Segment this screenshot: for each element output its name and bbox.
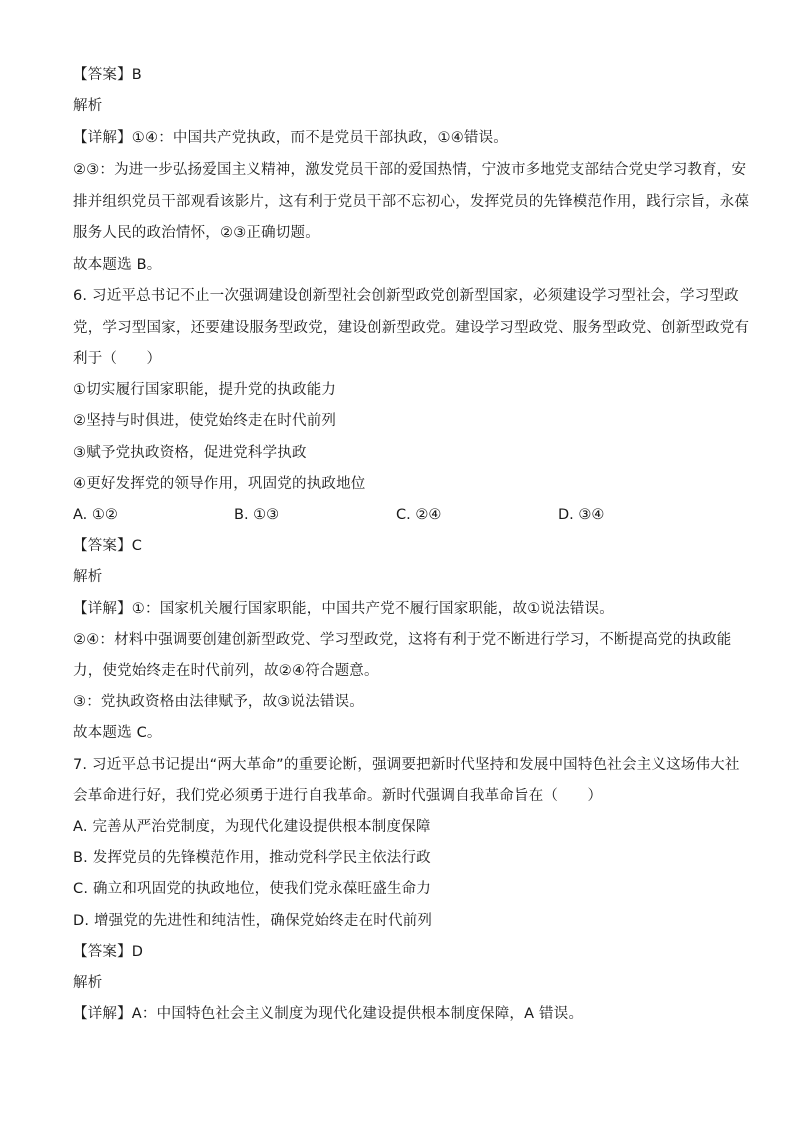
detail-text: 【详解】①：国家机关履行国家职能，中国共产党不履行国家职能，故①说法错误。 xyxy=(73,601,614,617)
option-b: B. ①③ xyxy=(234,507,280,523)
detail-text: 力，使党始终走在时代前列，故②④符合题意。 xyxy=(73,663,379,679)
detail-text: 【详解】A：中国特色社会主义制度为现代化建设提供根本制度保障，A 错误。 xyxy=(73,1006,584,1022)
question-6-stem: 6. 习近平总书记不止一次强调建设创新型社会创新型政党创新型国家，必须建设学习型社会，学习型政 xyxy=(73,288,739,304)
option-a: A. ①② xyxy=(73,507,118,523)
question-7-stem: 会革命进行好，我们党必须勇于进行自我革命。新时代强调自我革命旨在（ ） xyxy=(73,788,603,804)
statement-item: ③赋予党执政资格，促进党科学执政 xyxy=(73,445,307,461)
answer-label: 【答案】B xyxy=(73,67,142,83)
conclusion-text: 故本题选 B。 xyxy=(73,257,162,273)
option-d: D. 增强党的先进性和纯洁性，确保党始终走在时代前列 xyxy=(73,913,433,929)
analysis-label: 解析 xyxy=(73,975,103,991)
detail-text: ③：党执政资格由法律赋予，故③说法错误。 xyxy=(73,694,364,710)
answer-label: 【答案】D xyxy=(73,944,144,960)
option-b: B. 发挥党员的先锋模范作用，推动党科学民主依法行政 xyxy=(73,850,431,866)
answer-label: 【答案】C xyxy=(73,538,143,554)
detail-text: ②③：为进一步弘扬爱国主义精神，激发党员干部的爱国热情，宁波市多地党支部结合党史学习教育，安 xyxy=(73,162,747,178)
statement-item: ①切实履行国家职能，提升党的执政能力 xyxy=(73,382,337,398)
statement-item: ④更好发挥党的领导作用，巩固党的执政地位 xyxy=(73,476,366,492)
detail-text: 排并组织党员干部观看该影片，这有利于党员干部不忘初心，发挥党员的先锋模范作用，践行宗旨，永葆 xyxy=(73,194,750,210)
question-7-stem: 7. 习近平总书记提出“两大革命”的重要论断，强调要把新时代坚持和发展中国特色社会主义这场伟大社 xyxy=(73,757,740,773)
detail-text: ②④：材料中强调要创建创新型政党、学习型政党，这将有利于党不断进行学习，不断提高党的执政能 xyxy=(73,632,732,648)
detail-text: 【详解】①④：中国共产党执政，而不是党员干部执政，①④错误。 xyxy=(73,130,508,146)
analysis-label: 解析 xyxy=(73,569,103,585)
option-d: D. ③④ xyxy=(558,507,605,523)
analysis-label: 解析 xyxy=(73,98,103,114)
detail-text: 服务人民的政治情怀，②③正确切题。 xyxy=(73,225,320,241)
option-c: C. 确立和巩固党的执政地位，使我们党永葆旺盛生命力 xyxy=(73,881,432,897)
question-6-stem: 利于（ ） xyxy=(73,351,162,367)
option-a: A. 完善从严治党制度，为现代化建设提供根本制度保障 xyxy=(73,819,431,835)
question-6-stem: 党，学习型国家，还要建设服务型政党，建设创新型政党。建设学习型政党、服务型政党、创新型政党有 xyxy=(73,320,750,336)
conclusion-text: 故本题选 C。 xyxy=(73,725,162,741)
statement-item: ②坚持与时俱进，使党始终走在时代前列 xyxy=(73,413,337,429)
option-c: C. ②④ xyxy=(396,507,442,523)
